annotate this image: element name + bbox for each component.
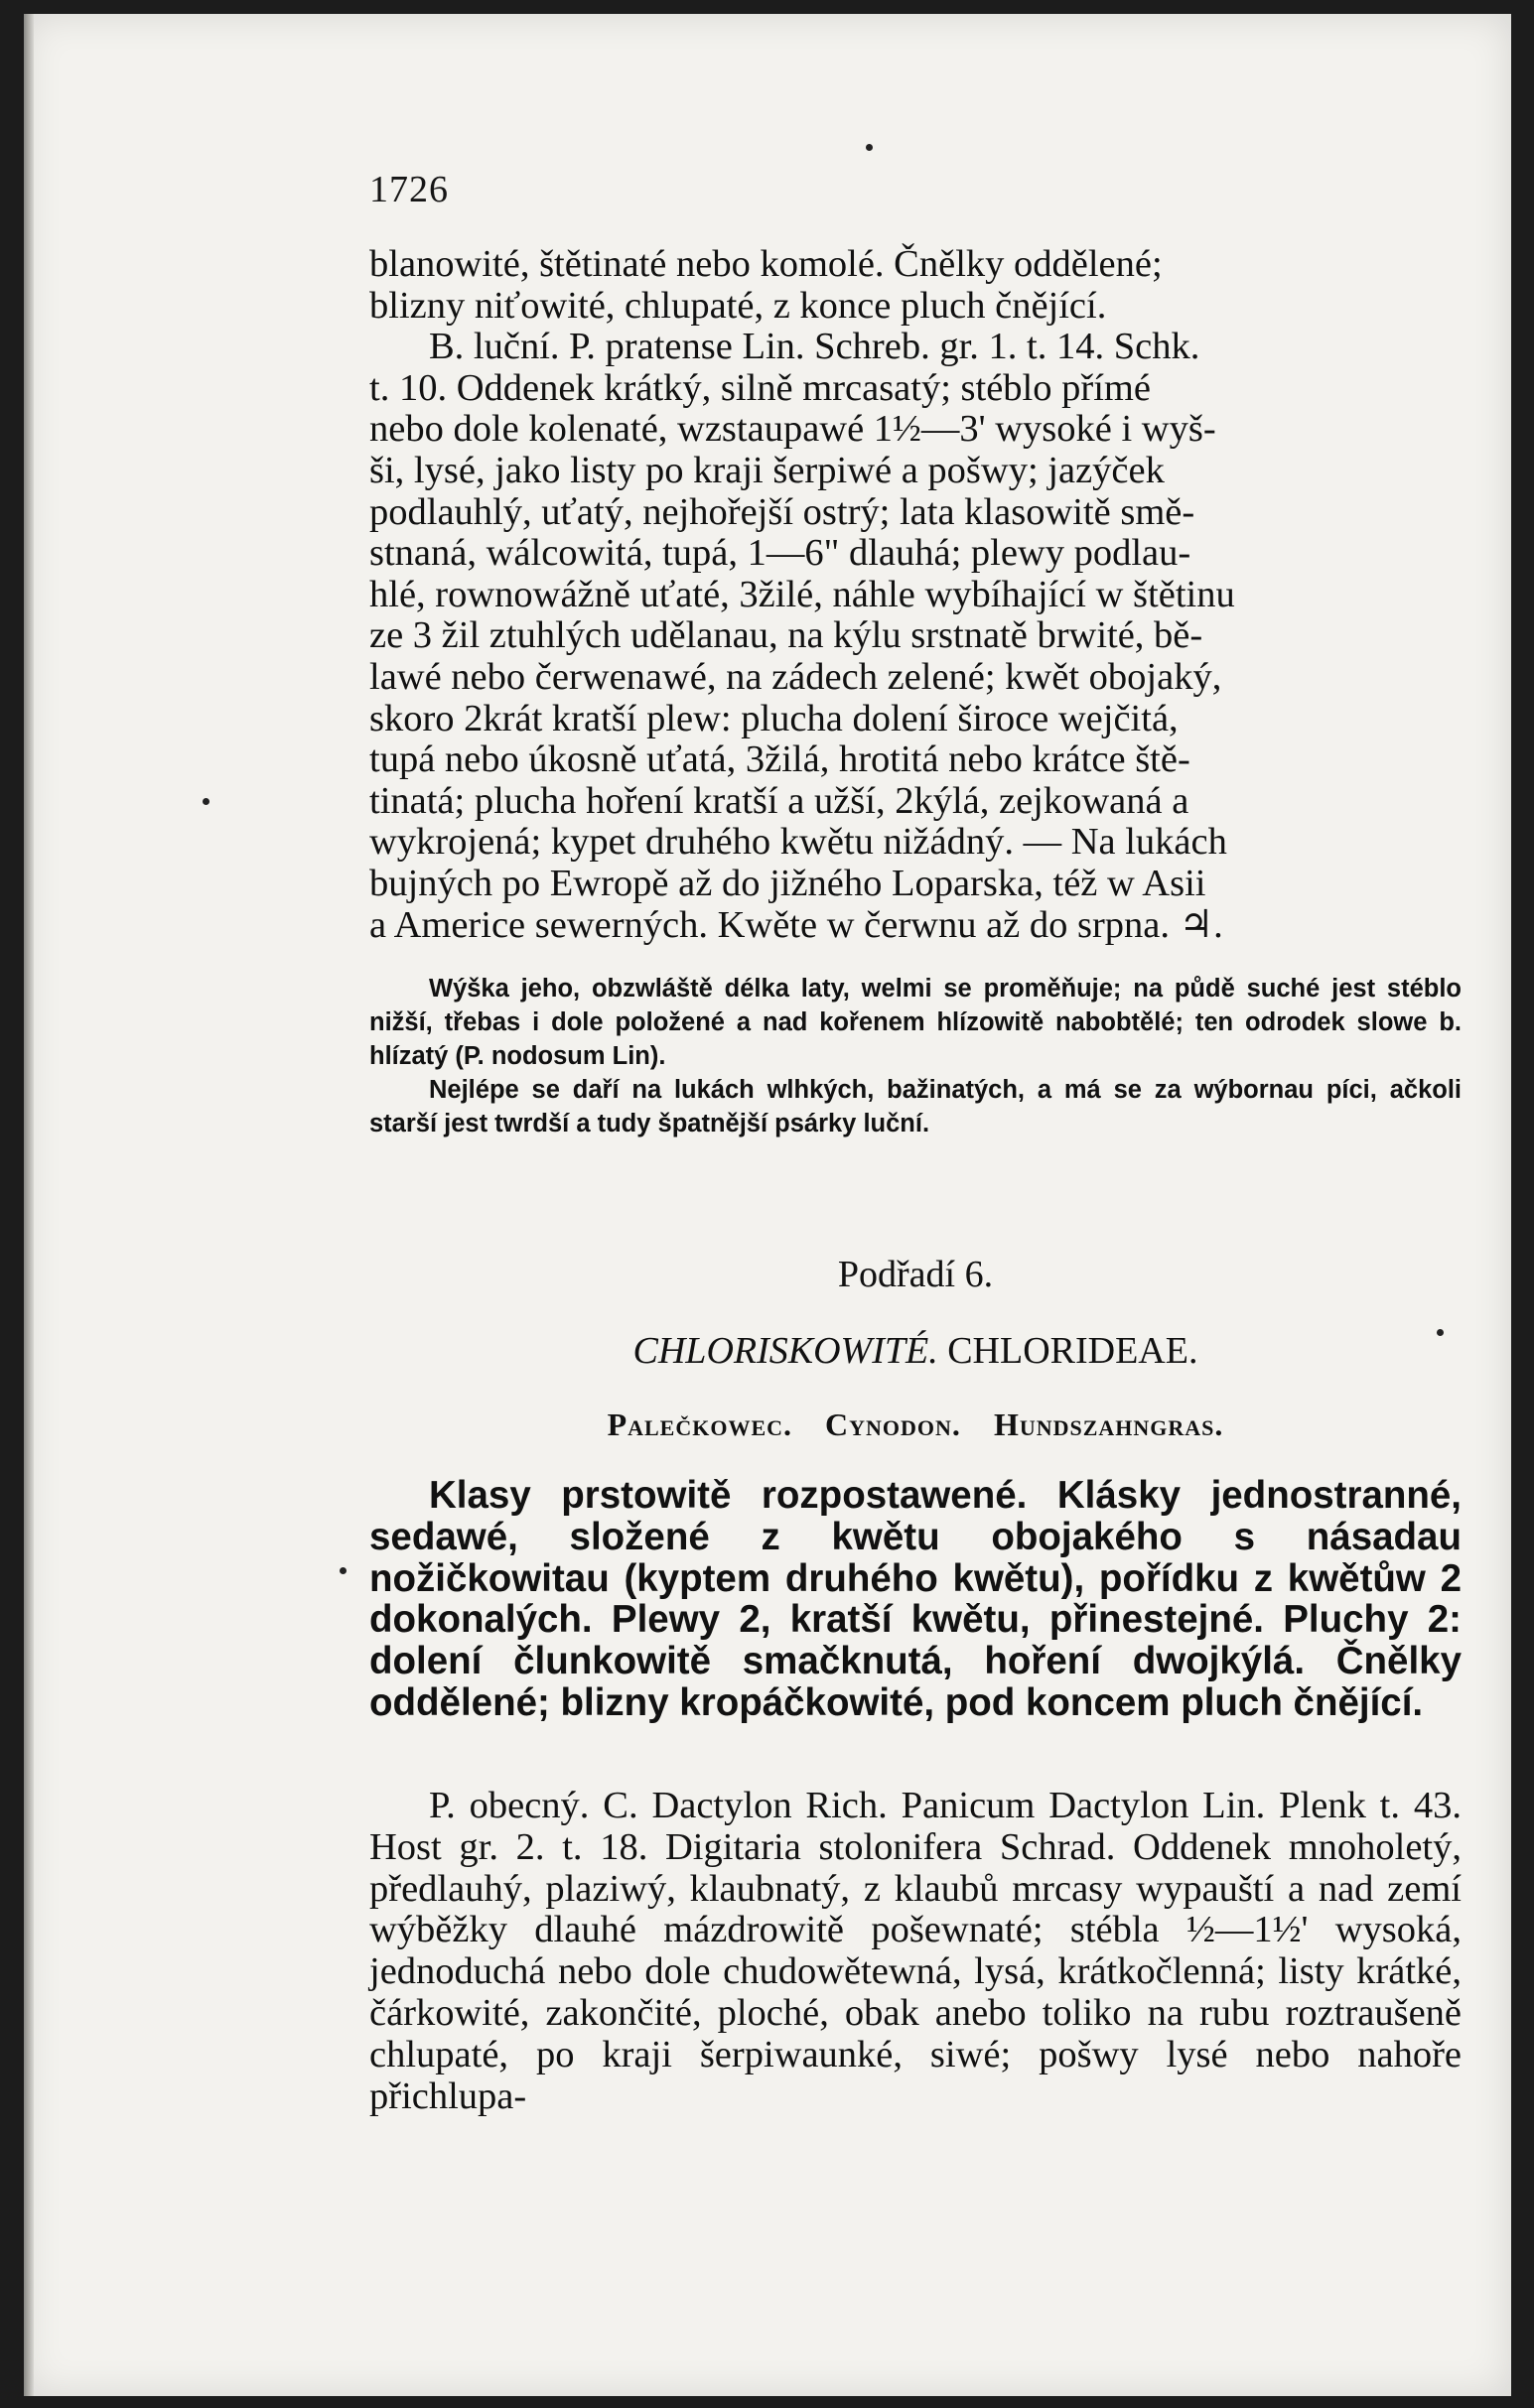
main-line: ši, lysé, jako listy po kraji šerpiwé a pošwy; jazýček xyxy=(369,449,1165,491)
genus-czech-name: Palečkowec. xyxy=(607,1406,793,1442)
main-line: a Americe sewerných. Kwěte w čerwnu až do srpna. ♃. xyxy=(369,903,1223,946)
family-czech-name: CHLORISKOWITÉ. xyxy=(632,1330,938,1372)
note-paragraph-1: Wýška jeho, obzwláště délka laty, welmi se proměňuje; na půdě suché jest stéblo nižší, třebas i dole položené a nad kořenem hlízowitě nabobtělé; ten odrodek slowe b. hlízatý (P. nodosum Lin). xyxy=(369,975,1462,1070)
main-line: ze 3 žil ztuhlých udělanau, na kýlu srstnatě brwité, bě- xyxy=(369,614,1203,657)
print-speck xyxy=(1437,1329,1444,1336)
species-description-text: P. obecný. C. Dactylon Rich. Panicum Dactylon Lin. Plenk t. 43. Host gr. 2. t. 18. Digitaria stolonifera Schrad. Oddenek mnoholetý, předlauhý, plaziwý, klaubnatý, z klaubů mrcasy wypauští a nad zemí wýběžky dlauhé mázdrowitě pošewnaté; stébla ½—1½' wysoká, jednoduchá nebo dole chudowětewná, lysá, krátkočlenná; listy krátké, čárkowité, zakončité, ploché, obak anebo toliko na rubu roztraušeně chlupaté, po kraji šerpiwaunké, siwé; pošwy lysé nebo nahoře přichlupa- xyxy=(369,1785,1462,2117)
main-line: skoro 2krát kratší plew: plucha dolení široce wejčitá, xyxy=(369,697,1179,739)
main-line: stnaná, wálcowitá, tupá, 1—6" dlauhá; plewy podlau- xyxy=(369,532,1191,575)
main-line: hlé, rownowážně uťaté, 3žilé, náhle wybíhající w štětinu xyxy=(369,573,1235,615)
genus-heading xyxy=(369,1406,1462,1443)
family-heading xyxy=(369,1329,1462,1373)
main-line: nebo dole kolenaté, wzstaupawé 1½—3' wysoké i wyš- xyxy=(369,408,1216,451)
genus-german-name: Hundszahngras. xyxy=(993,1406,1224,1442)
subdivision-heading: Podřadí 6. xyxy=(837,1254,994,1295)
main-line: t. 10. Oddenek krátký, silně mrcasatý; stéblo přímé xyxy=(369,366,1151,409)
main-paragraph xyxy=(369,244,1462,946)
print-speck xyxy=(340,1567,347,1574)
main-line: blizny niťowité, chlupaté, z konce pluch čnějící. xyxy=(369,284,1107,327)
family-latin-name: CHLORIDEAE. xyxy=(947,1330,1198,1372)
genus-description-text: Klasy prstowitě rozpostawené. Klásky jednostranné, sedawé, složené z kwětu obojakého s násadau nožičkowitau (kyptem druhého kwětu), pořídku z kwětůw 2 dokonalých. Plewy 2, kratší kwětu, přinestejné. Pluchy 2: dolení člunkowitě smačknutá, hoření dwojkýlá. Čnělky oddělené; blizny kropáčkowité, pod koncem pluch čnějící. xyxy=(369,1474,1462,1724)
print-speck xyxy=(203,798,209,805)
main-line: lawé nebo čerwenawé, na zádech zelené; kwět obojaký, xyxy=(369,655,1222,698)
main-line: B. luční. P. pratense Lin. Schreb. gr. 1. t. 14. Schk. xyxy=(429,326,1200,368)
genus-latin-name: Cynodon. xyxy=(825,1406,961,1442)
main-line: wykrojená; kypet druhého kwětu nižádný. — Na lukách xyxy=(369,821,1227,864)
main-line: blanowité, štětinaté nebo komolé. Čnělky oddělené; xyxy=(369,243,1163,285)
main-line: bujných po Ewropě až do jižného Loparska, též w Asii xyxy=(369,862,1206,904)
book-page xyxy=(24,14,1511,2396)
species-description xyxy=(369,1786,1462,2117)
small-note xyxy=(369,972,1462,1140)
genus-description xyxy=(369,1475,1462,1724)
main-line: podlauhlý, uťatý, nejhořejší ostrý; lata klasowitě smě- xyxy=(369,490,1195,533)
main-line: tinatá; plucha hoření kratší a užší, 2kýlá, zejkowaná a xyxy=(369,779,1189,822)
print-speck xyxy=(866,144,873,151)
note-paragraph-2: Nejlépe se daří na lukách wlhkých, bažinatých, a má se za wýbornau píci, ačkoli starší jest twrdší a tudy špatnější psárky luční. xyxy=(369,1076,1462,1137)
page-number: 1726 xyxy=(369,169,449,210)
main-line: tupá nebo úkosně uťatá, 3žilá, hrotitá nebo krátce ště- xyxy=(369,738,1190,781)
page-spine-shadow xyxy=(24,14,34,2396)
